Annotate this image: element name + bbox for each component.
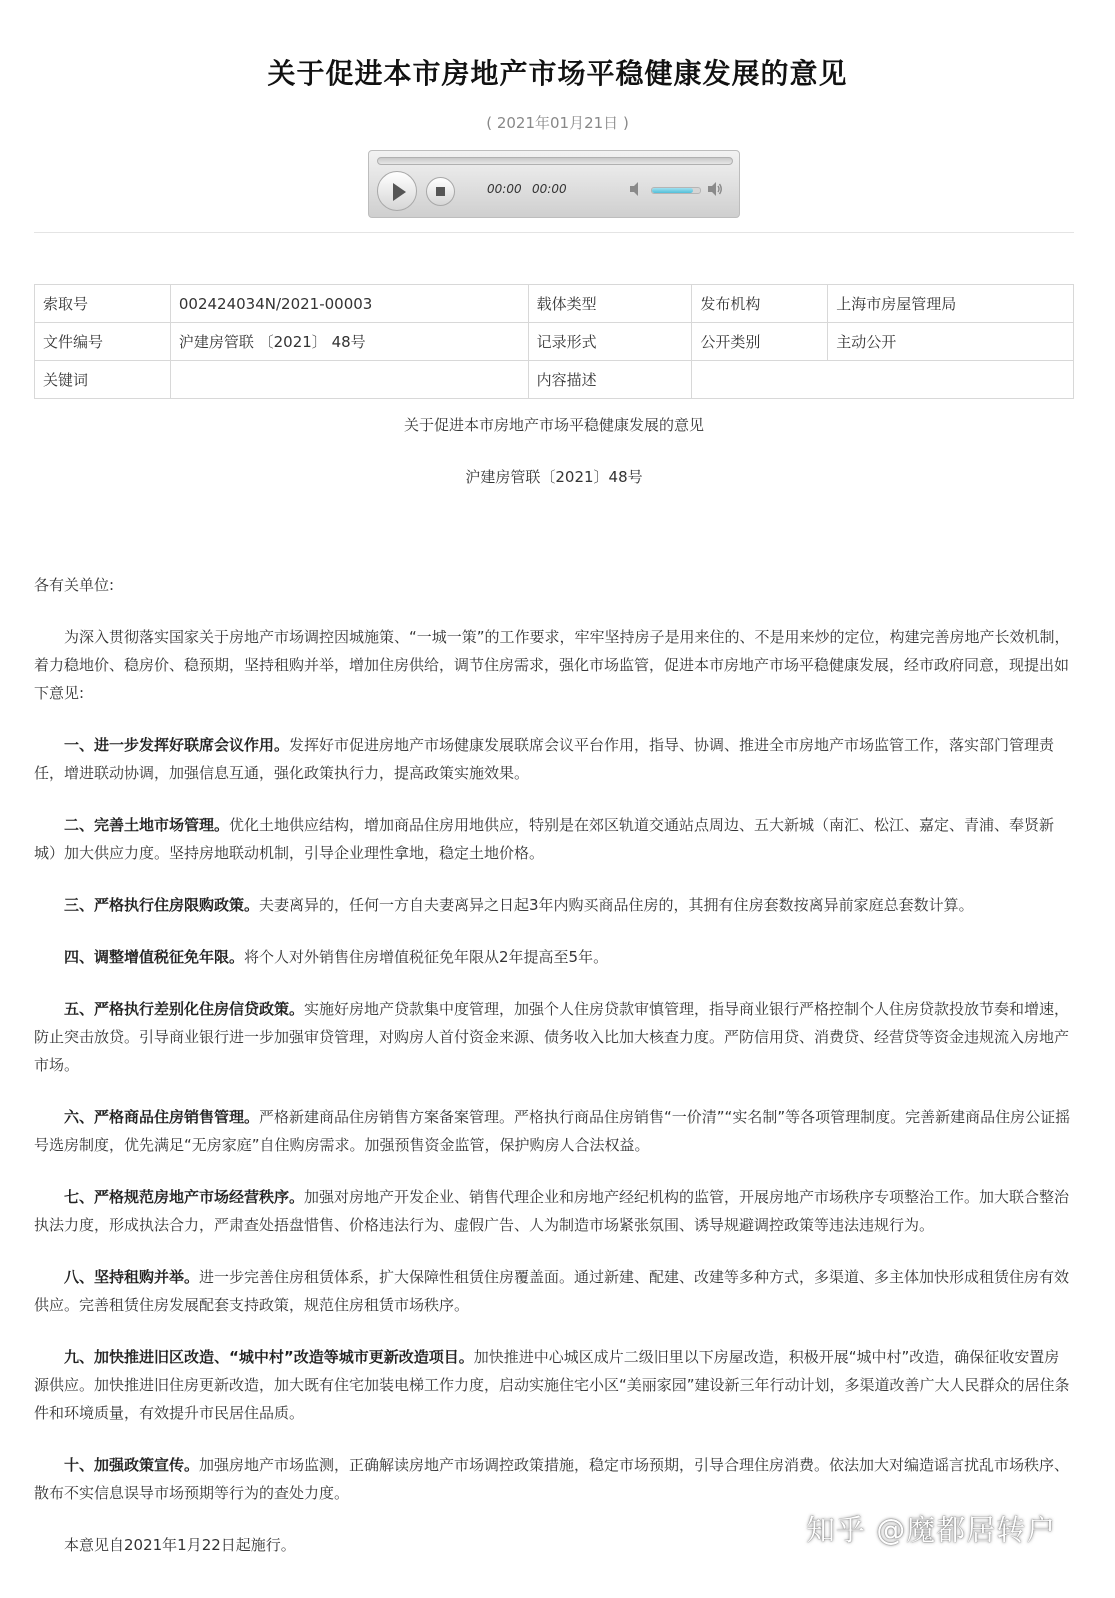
volume-max-icon[interactable] — [707, 181, 723, 197]
document-body — [34, 571, 1074, 1583]
stop-button[interactable] — [426, 177, 455, 206]
section-paragraph — [34, 1343, 1074, 1427]
current-time: 00:00 — [487, 182, 522, 196]
section-text: 实施好房地产贷款集中度管理，加强个人住房贷款审慎管理，指导商业银行严格控制个人住房贷款投放节奏和增速，防止突击放贷。引导商业银行进一步加强审贷管理，对购房人首付资金来源、债务收入比加大核查力度。严防信用贷、消费贷、经营贷等资金违规流入房地产市场。 — [34, 1000, 1070, 1074]
meta-label: 载体类型 — [528, 285, 692, 323]
table-row — [35, 285, 1074, 323]
meta-label: 公开类别 — [692, 323, 828, 361]
meta-value: 上海市房屋管理局 — [828, 285, 1074, 323]
section-heading: 五、严格执行差别化住房信贷政策。 — [64, 1000, 305, 1018]
section-text: 将个人对外销售住房增值税征免年限从2年提高至5年。 — [244, 948, 609, 966]
section-text: 夫妻离异的，任何一方自夫妻离异之日起3年内购买商品住房的，其拥有住房套数按离异前家庭总套数计算。 — [259, 896, 974, 914]
section-text: 加强对房地产开发企业、销售代理企业和房地产经纪机构的监管，开展房地产市场秩序专项整治工作。加大联合整治执法力度，形成执法合力，严肃查处捂盘惜售、价格违法行为、虚假广告、人为制造市场紧张氛围、诱导规避调控政策等违法违规行为。 — [34, 1188, 1070, 1234]
publish-date: ( 2021年01月21日 ) — [486, 114, 629, 132]
section-heading: 三、严格执行住房限购政策。 — [64, 896, 260, 914]
table-row — [35, 361, 1074, 399]
section-paragraph — [34, 995, 1074, 1079]
intro-paragraph: 为深入贯彻落实国家关于房地产市场调控因城施策、“一城一策”的工作要求，牢牢坚持房子是用来住的、不是用来炒的定位，构建完善房地产长效机制，着力稳地价、稳房价、稳预期，坚持租购并举，增加住房供给，调节住房需求，强化市场监管，促进本市房地产市场平稳健康发展，经市政府同意，现提出如下意见: — [34, 628, 1070, 702]
meta-value: 002424034N/2021-00003 — [170, 285, 528, 323]
salutation: 各有关单位: — [34, 576, 115, 594]
table-row — [35, 323, 1074, 361]
section-text: 进一步完善住房租赁体系，扩大保障性租赁住房覆盖面。通过新建、配建、改建等多种方式，多渠道、多主体加快形成租赁住房有效供应。完善租赁住房发展配套支持政策，规范住房租赁市场秩序。 — [34, 1268, 1070, 1314]
meta-value — [692, 361, 1074, 399]
meta-value: 主动公开 — [828, 323, 1074, 361]
play-button[interactable] — [377, 171, 417, 211]
document-title: 关于促进本市房地产市场平稳健康发展的意见 — [403, 416, 704, 434]
audio-progress-bar[interactable] — [377, 157, 733, 165]
play-icon — [393, 183, 406, 201]
section-text: 优化土地供应结构，增加商品住房用地供应，特别是在郊区轨道交通站点周边、五大新城（南汇、松江、嘉定、青浦、奉贤新城）加大供应力度。坚持房地联动机制，引导企业理性拿地，稳定土地价格。 — [34, 816, 1055, 862]
meta-label: 关键词 — [35, 361, 171, 399]
section-paragraph — [34, 1103, 1074, 1159]
section-heading: 十、加强政策宣传。 — [64, 1456, 200, 1474]
section-paragraph — [34, 891, 1074, 919]
section-text: 发挥好市促进房地产市场健康发展联席会议平台作用，指导、协调、推进全市房地产市场监管工作，落实部门管理责任，增进联动协调，加强信息互通，强化政策执行力，提高政策实施效果。 — [34, 736, 1055, 782]
section-paragraph — [34, 731, 1074, 787]
document-number: 沪建房管联〔2021〕48号 — [465, 468, 643, 486]
section-paragraph — [34, 943, 1074, 971]
header-divider — [34, 232, 1074, 233]
section-heading: 六、严格商品住房销售管理。 — [64, 1108, 260, 1126]
volume-level — [652, 188, 693, 193]
section-heading: 七、严格规范房地产市场经营秩序。 — [64, 1188, 305, 1206]
section-text: 加快推进中心城区成片二级旧里以下房屋改造，积极开展“城中村”改造，确保征收安置房源供应。加快推进旧住房更新改造，加大既有住宅加装电梯工作力度，启动实施住宅小区“美丽家园”建设新三年行动计划，多渠道改善广大人民群众的居住条件和环境质量，有效提升市民居住品质。 — [34, 1348, 1070, 1422]
meta-label: 发布机构 — [692, 285, 828, 323]
meta-label: 内容描述 — [528, 361, 692, 399]
section-paragraph — [34, 1451, 1074, 1507]
meta-label: 记录形式 — [528, 323, 692, 361]
section-heading: 九、加快推进旧区改造、“城中村”改造等城市更新改造项目。 — [64, 1348, 474, 1366]
metadata-table — [34, 284, 1074, 399]
section-heading: 一、进一步发挥好联席会议作用。 — [64, 736, 290, 754]
mute-icon[interactable] — [629, 181, 645, 197]
meta-value — [170, 361, 528, 399]
closing-paragraph: 本意见自2021年1月22日起施行。 — [64, 1536, 296, 1554]
audio-player — [368, 150, 740, 218]
section-heading: 二、完善土地市场管理。 — [64, 816, 230, 834]
section-paragraph — [34, 1263, 1074, 1319]
section-paragraph — [34, 811, 1074, 867]
watermark: 知乎 @魔都居转户 — [806, 1513, 1057, 1547]
section-text: 加强房地产市场监测，正确解读房地产市场调控政策措施，稳定市场预期，引导合理住房消费。依法加大对编造谣言扰乱市场秩序、散布不实信息误导市场预期等行为的查处力度。 — [34, 1456, 1070, 1502]
duration-time: 00:00 — [532, 182, 567, 196]
meta-label: 文件编号 — [35, 323, 171, 361]
section-paragraph — [34, 1183, 1074, 1239]
section-heading: 四、调整增值税征免年限。 — [64, 948, 245, 966]
stop-icon — [436, 187, 445, 196]
meta-value: 沪建房管联 〔2021〕 48号 — [170, 323, 528, 361]
meta-label: 索取号 — [35, 285, 171, 323]
page-title: 关于促进本市房地产市场平稳健康发展的意见 — [267, 57, 848, 90]
section-heading: 八、坚持租购并举。 — [64, 1268, 200, 1286]
section-text: 严格新建商品住房销售方案备案管理。严格执行商品住房销售“一价清”“实名制”等各项管理制度。完善新建商品住房公证摇号选房制度，优先满足“无房家庭”自住购房需求。加强预售资金监管，保护购房人合法权益。 — [34, 1108, 1071, 1154]
volume-slider[interactable] — [651, 187, 701, 194]
